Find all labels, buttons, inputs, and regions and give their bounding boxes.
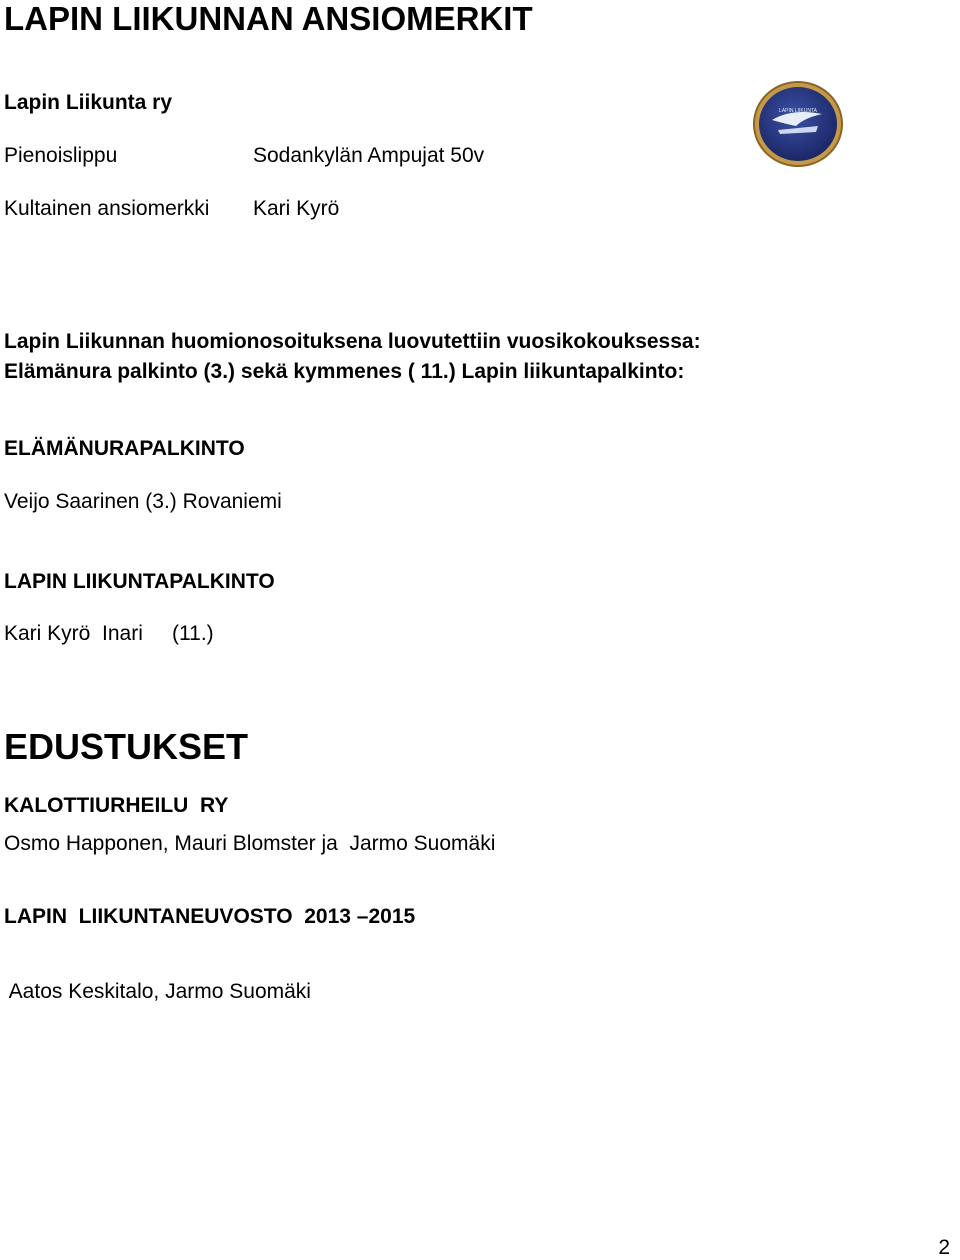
section-heading-edustukset: EDUSTUKSET (4, 726, 249, 767)
intro-line: Lapin Liikunnan huomionosoituksena luovutettiin vuosikokouksessa: (4, 330, 701, 353)
svg-text:LAPIN LIIKUNTA: LAPIN LIIKUNTA (779, 108, 817, 114)
medal-badge-icon (752, 80, 844, 168)
neuvosto-heading: LAPIN LIIKUNTANEUVOSTO 2013 –2015 (4, 905, 416, 928)
award-label: Kultainen ansiomerkki (4, 197, 210, 220)
kalotti-heading: KALOTTIURHEILU RY (4, 794, 229, 817)
award-label: Pienoislippu (4, 144, 118, 167)
organization-name: Lapin Liikunta ry (4, 91, 173, 114)
page-number: 2 (938, 1236, 950, 1259)
neuvosto-names: Aatos Keskitalo, Jarmo Suomäki (4, 980, 311, 1003)
award-value: Sodankylän Ampujat 50v (253, 144, 485, 167)
intro-line: Elämänura palkinto (3.) sekä kymmenes ( 11.) Lapin liikuntapalkinto: (4, 360, 685, 383)
page-title: LAPIN LIIKUNNAN ANSIOMERKIT (4, 0, 533, 37)
award-value: Kari Kyrö (253, 197, 340, 220)
section-heading-elamanura: ELÄMÄNURAPALKINTO (4, 437, 245, 460)
section-heading-liikuntapalkinto: LAPIN LIIKUNTAPALKINTO (4, 570, 275, 593)
elamanura-recipient: Veijo Saarinen (3.) Rovaniemi (4, 490, 282, 513)
liikuntapalkinto-recipient: Kari Kyrö Inari (11.) (4, 622, 214, 645)
kalotti-names: Osmo Happonen, Mauri Blomster ja Jarmo Suomäki (4, 832, 496, 855)
